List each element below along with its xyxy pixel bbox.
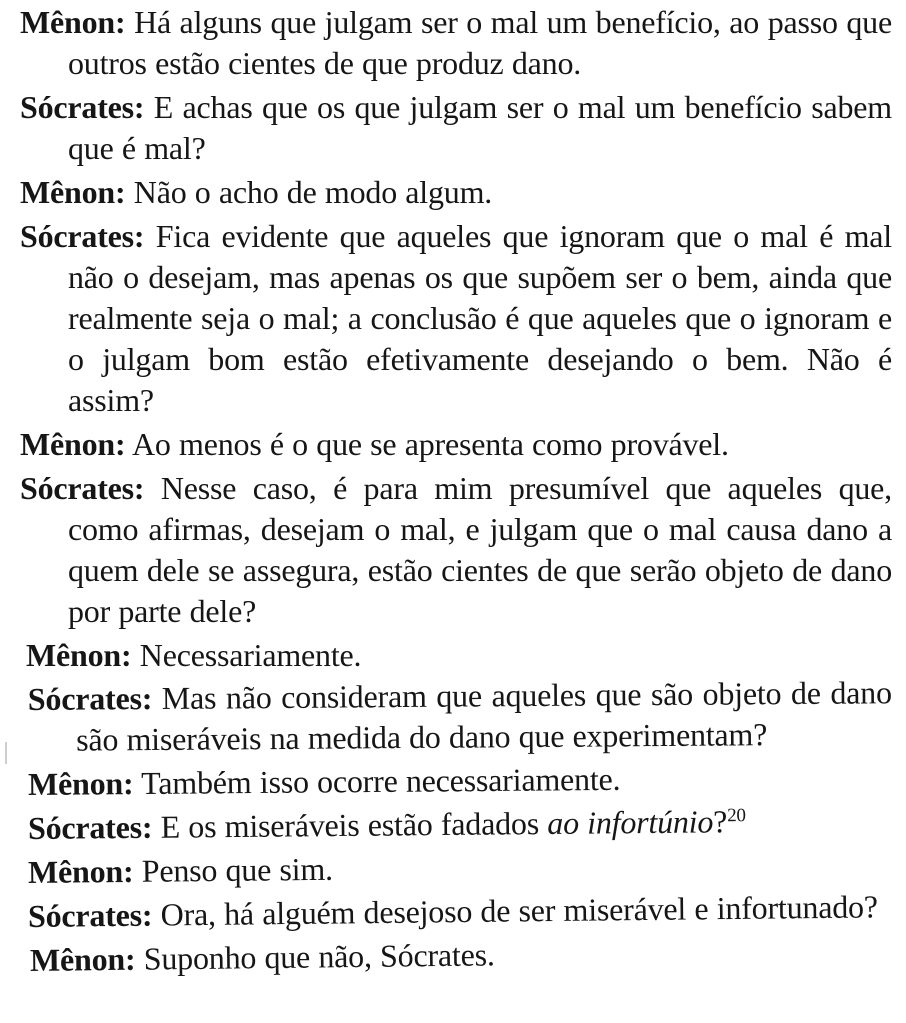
utterance: Suponho que não, Sócrates. <box>143 936 495 977</box>
question-mark: ? <box>713 803 728 840</box>
utterance: E os miseráveis estão fadados <box>160 805 540 845</box>
speaker-label: Sócrates: <box>27 680 153 718</box>
utterance: Necessariamente. <box>139 637 362 673</box>
speaker-label: Mênon: <box>27 765 134 802</box>
utterance: Ora, há alguém desejoso de ser miserável e infortunado? <box>160 888 879 933</box>
dialogue-turn <box>20 468 892 632</box>
utterance: Mas não consideram que aqueles que são objeto de dano são miseráveis na medida do dano que experimentam? <box>76 674 892 758</box>
utterance: Ao menos é o que se apresenta como provável. <box>132 426 729 462</box>
speaker-label: Mênon: <box>27 852 134 890</box>
italic-phrase: ao infortúnio <box>547 803 714 842</box>
utterance: Nesse caso, é para mim presumível que aqueles que, como afirmas, desejam o mal, e julgam que o mal causa dano a quem dele se assegura, estão cientes de que serão objeto de dano por parte dele? <box>68 470 892 629</box>
speaker-label: Mênon: <box>26 637 132 673</box>
speaker-label: Sócrates: <box>20 89 145 125</box>
speaker-label: Mênon: <box>20 426 126 462</box>
dialogue-turn <box>28 672 893 761</box>
utterance: Também isso ocorre necessariamente. <box>141 760 621 802</box>
utterance: E achas que os que julgam ser o mal um benefício sabem que é mal? <box>68 89 892 166</box>
dialogue-turn <box>30 929 892 981</box>
utterance: Fica evidente que aqueles que ignoram que o mal é mal não o desejam, mas apenas os que supõem ser o bem, ainda que realmente seja o mal; a conclusão é que aqueles que o ignoram e o julgam bom estão efetivamente desejando o bem. Não é assim? <box>68 218 892 418</box>
speaker-label: Mênon: <box>20 4 126 40</box>
dialogue-turn <box>20 424 892 465</box>
speaker-label: Sócrates: <box>20 470 145 506</box>
dialogue-turn <box>26 635 892 676</box>
footnote-marker: 20 <box>727 805 746 827</box>
speaker-label: Sócrates: <box>20 218 145 254</box>
speaker-label: Mênon: <box>29 940 136 978</box>
speaker-label: Sócrates: <box>27 808 153 846</box>
dialogue-turn <box>28 886 892 937</box>
dialogue-turn <box>28 756 892 805</box>
margin-mark <box>5 742 7 764</box>
dialogue-turn <box>20 172 892 213</box>
speaker-label: Mênon: <box>20 174 126 210</box>
utterance: Há alguns que julgam ser o mal um benefício, ao passo que outros estão cientes de que produz dano. <box>68 4 892 81</box>
utterance: Penso que sim. <box>141 850 334 889</box>
dialogue-turn <box>20 87 892 169</box>
dialogue-turn <box>20 2 892 84</box>
dialogue-turn <box>28 843 892 893</box>
dialogue-text <box>20 2 892 984</box>
speaker-label: Sócrates: <box>27 896 153 934</box>
dialogue-turn <box>28 800 892 849</box>
dialogue-turn <box>20 216 892 421</box>
utterance: Não o acho de modo algum. <box>133 174 493 210</box>
